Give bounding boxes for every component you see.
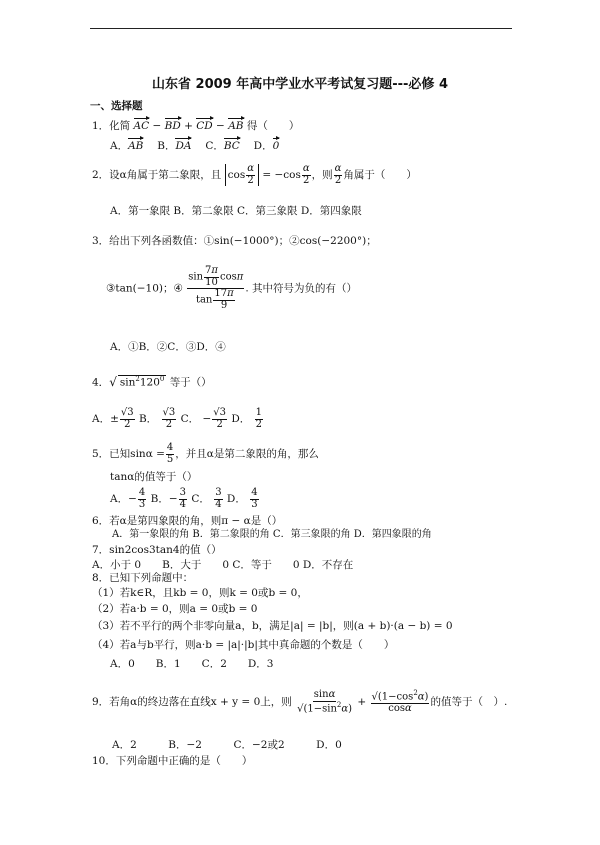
question-2-stem: 2．设α角属于第二象限，且 — [92, 169, 222, 181]
section-heading: 一、选择题 — [90, 100, 143, 112]
question-3-item-4-label: ③tan(−10)；④ — [106, 282, 183, 295]
question-6-options: A．第一象限的角 B．第二象限的角 C．第三象限的角 D．第四象限的角 — [112, 529, 432, 540]
question-5-stem: 5．已知sinα = — [92, 448, 165, 460]
abs-cos: cos $\frac{\alpha}{2}$ — [225, 164, 259, 186]
question-7-options: A．小于 0 B．大于 0 C．等于 0 D．不存在 — [92, 559, 354, 571]
question-3-line-2 — [106, 266, 357, 311]
question-4-tail: 等于（） — [169, 376, 212, 389]
question-2: 2．设α角属于第二象限，且 cos $\frac{\alpha}{2}$ = −cos $\frac{\alpha}{2}$ ，则 $\frac{\alpha}{2}$ 角属于（ ） — [92, 163, 417, 186]
question-3-tail: . 其中符号为负的有（） — [245, 282, 358, 295]
question-3-options: A．①B．②C．③D．④ — [110, 341, 226, 353]
proposition-1: （1）若k∈R，且kb = 0，则k = 0或b = 0， — [92, 587, 308, 599]
question-5-options: A．− $\frac{4}{3}$ B．− $\frac{3}{4}$ C． $\frac{3}{4}$ D． $\frac{4}{3}$ — [110, 487, 258, 510]
question-8: 8．已知下列命题中： — [92, 572, 194, 584]
question-2-options: A．第一象限 B．第二象限 C．第三象限 D．第四象限 — [110, 205, 362, 217]
vector-ac: AC — [133, 120, 150, 132]
question-8-options: A．0 B．1 C．2 D．3 — [110, 658, 274, 670]
question-2-tail: 角属于（ ） — [343, 169, 417, 181]
question-3: 3．给出下列各函数值：①sin(−1000°)；②cos(−2200°)； — [92, 235, 377, 247]
fraction-2: $\frac{√(1-\cos^2\alpha)}{\cos\alpha}$ — [371, 689, 429, 714]
question-1: 1．化简 AC − BD + CD − AB 得（ ） — [92, 120, 300, 132]
question-9-stem: 9．若角α的终边落在直线x + y = 0上，则 — [92, 696, 292, 709]
question-6: 6．若α是第四象限的角，则π − α是（） — [92, 515, 283, 527]
question-5: 5．已知sinα = $\frac{4}{5}$ ，并且α是第二象限的角，那么 — [92, 442, 319, 465]
fraction-1: $\frac{\sin\alpha}{√(1-\sin^2\alpha)}$ — [297, 689, 353, 714]
big-fraction: sin $\frac{7\pi}{10}$ cosπ tan $\frac{17\pi}{9}$ — [188, 265, 244, 311]
question-7: 7．sin2cos3tan4的值（） — [92, 544, 222, 556]
question-2-mid: ，则 — [311, 169, 333, 181]
page-title: 山东省 2009 年高中学业水平考试复习题---必修 4 — [152, 77, 448, 92]
question-1-options: A．AB B．DA C．BC D．0 — [110, 140, 280, 152]
header-rule — [90, 28, 512, 29]
question-9-options: A．2 B．−2 C．−2或2 D．0 — [112, 739, 342, 751]
vector-ab: AB — [228, 120, 244, 132]
vector-cd: CD — [196, 120, 213, 132]
vector-bd: BD — [164, 120, 181, 132]
question-9: 9．若角α的终边落在直线x + y = 0上，则 $\frac{\sin\alpha}{√(1-\sin^2\alpha)}$ + $\frac{√(1-\cos^2\alpha)}{\cos\alpha}$ 的值等于（ ）. — [92, 689, 508, 714]
question-9-tail: 的值等于（ ）. — [430, 696, 508, 709]
question-1-stem: 1．化简 — [92, 120, 131, 132]
question-4-options: A．± $\frac{√3}{2}$ B． $\frac{√3}{2}$ C． − $\frac{√3}{2}$ D． $\frac{1}{2}$ — [92, 407, 262, 430]
question-5-tail: ，并且α是第二象限的角，那么 — [175, 448, 319, 460]
question-5-line-2: tanα的值等于（） — [110, 471, 198, 483]
proposition-2: （2）若a·b = 0，则a = 0或b = 0 — [92, 603, 258, 615]
proposition-4: （4）若a与b平行，则a·b = |a|·|b|其中真命题的个数是（ ） — [92, 639, 395, 651]
question-1-tail: 得（ ） — [246, 120, 300, 132]
question-4: 4．√ $\sin^2120^0$ 等于（） — [92, 375, 212, 389]
proposition-3: （3）若不平行的两个非零向量a，b，满足|a| = |b|，则(a + b)·(a − b) = 0 — [92, 620, 453, 632]
question-10: 10．下列命题中正确的是（ ） — [92, 755, 253, 767]
